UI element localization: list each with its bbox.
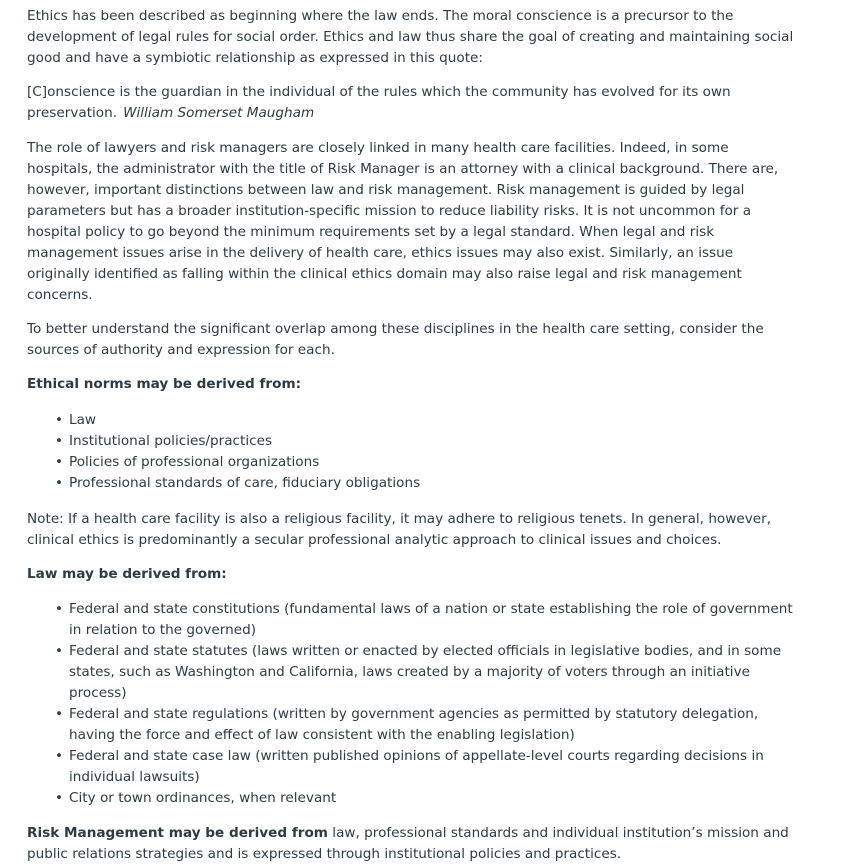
list-item: • Federal and state regulations (written by government agencies as permitted by statutory delegation, having the force and effect of law consistent with the enabling legislation) [69, 704, 797, 746]
law-heading: Law may be derived from: [27, 566, 227, 582]
intro-paragraph: Ethics has been described as beginning where the law ends. The moral conscience is a precursor to the development of legal rules for social order. Ethics and law thus share the goal of creating and maintaining social good and have a symbiotic relationship as expressed in this quote: [27, 8, 794, 66]
quote-paragraph [27, 82, 797, 124]
list-item: • Professional standards of care, fiduciary obligations [69, 473, 797, 494]
religious-note-paragraph: Note: If a health care facility is also a religious facility, it may adhere to religious tenets. In general, however, clinical ethics is predominantly a secular professional analytic approach to clinical issues and choices. [27, 511, 772, 548]
risk-management-lead: Risk Management may be derived from [27, 825, 328, 841]
list-item: • Federal and state constitutions (fundamental laws of a nation or state establishing the role of government in relation to the governed) [69, 599, 797, 641]
list-item: • Policies of professional organizations [69, 452, 797, 473]
list-item: • Federal and state statutes (laws written or enacted by elected officials in legislative bodies, and in some states, such as Washington and California, laws created by a majority of voters through an initiative process) [69, 641, 797, 704]
risk-management-paragraph [27, 823, 797, 865]
list-item: • Law [69, 410, 797, 431]
risk-management-rest: law, professional standards and individual institution’s mission and public relations strategies and is expressed through institutional policies and practices. [27, 825, 789, 862]
law-sources-list [27, 599, 797, 809]
quote-text: [C]onscience is the guardian in the individual of the rules which the community has evolved for its own preservation. [27, 84, 731, 121]
list-item: • Federal and state case law (written published opinions of appellate-level courts regarding decisions in individual lawsuits) [69, 746, 797, 788]
risk-manager-paragraph: The role of lawyers and risk managers are closely linked in many health care facilities. Indeed, in some hospitals, the administrator with the title of Risk Manager is an attorney with a clinical background. There are, however, important distinctions between law and risk management. Risk management is guided by legal parameters but has a broader institution-specific mission to reduce liability risks. It is not uncommon for a hospital policy to go beyond the minimum requirements set by a legal standard. When legal and risk management issues arise in the delivery of health care, ethics issues may also exist. Similarly, an issue originally identified as falling within the clinical ethics domain may also raise legal and risk management concerns. [27, 140, 779, 303]
ethics-heading: Ethical norms may be derived from: [27, 376, 302, 392]
quote-author: William Somerset Maugham [123, 105, 315, 121]
article-content [27, 6, 797, 865]
overlap-paragraph: To better understand the significant overlap among these disciplines in the health care setting, consider the sources of authority and expression for each. [27, 321, 764, 358]
ethics-sources-list [27, 410, 797, 494]
list-item: • Institutional policies/practices [69, 431, 797, 452]
list-item: • City or town ordinances, when relevant [69, 788, 797, 809]
